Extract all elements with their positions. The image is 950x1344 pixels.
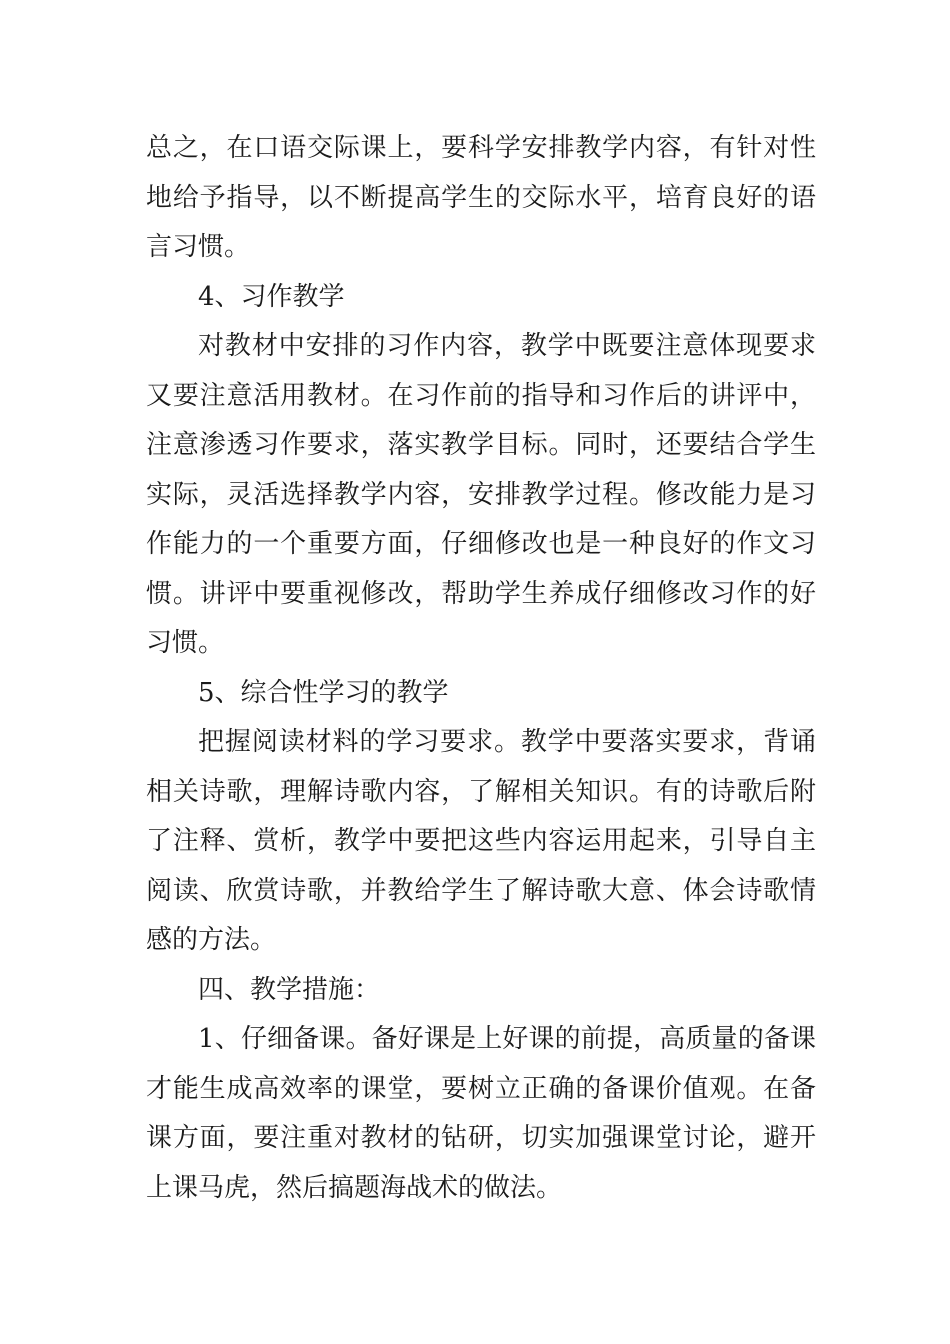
heading-writing-teaching: 4、习作教学: [198, 281, 345, 312]
heading-teaching-measures: 四、教学措施：: [198, 974, 381, 1005]
paragraph-conclusion: 总之，在口语交际课上，要科学安排教学内容，有针对性地给予指导，以不断提高学生的交际水平，培育良好的语言习惯。: [146, 133, 816, 262]
paragraph-writing-teaching: 对教材中安排的习作内容，教学中既要注意体现要求又要注意活用教材。在习作前的指导和习作后的讲评中，注意渗透习作要求，落实教学目标。同时，还要结合学生实际，灵活选择教学内容，安排教学过程。修改能力是习作能力的一个重要方面，仔细修改也是一种良好的作文习惯。讲评中要重视修改，帮助学生养成仔细修改习作的好习惯。: [146, 331, 816, 658]
paragraph-lesson-preparation: 1、仔细备课。备好课是上好课的前提，高质量的备课才能生成高效率的课堂，要树立正确的备课价值观。在备课方面，要注重对教材的钻研，切实加强课堂讨论，避开上课马虎，然后搞题海战术的做法。: [146, 1024, 816, 1203]
heading-comprehensive-learning: 5、综合性学习的教学: [198, 677, 449, 708]
document-body: [146, 124, 816, 1213]
paragraph-comprehensive-learning: 把握阅读材料的学习要求。教学中要落实要求，背诵相关诗歌，理解诗歌内容，了解相关知识。有的诗歌后附了注释、赏析，教学中要把这些内容运用起来，引导自主阅读、欣赏诗歌，并教给学生了解诗歌大意、体会诗歌情感的方法。: [146, 727, 816, 955]
